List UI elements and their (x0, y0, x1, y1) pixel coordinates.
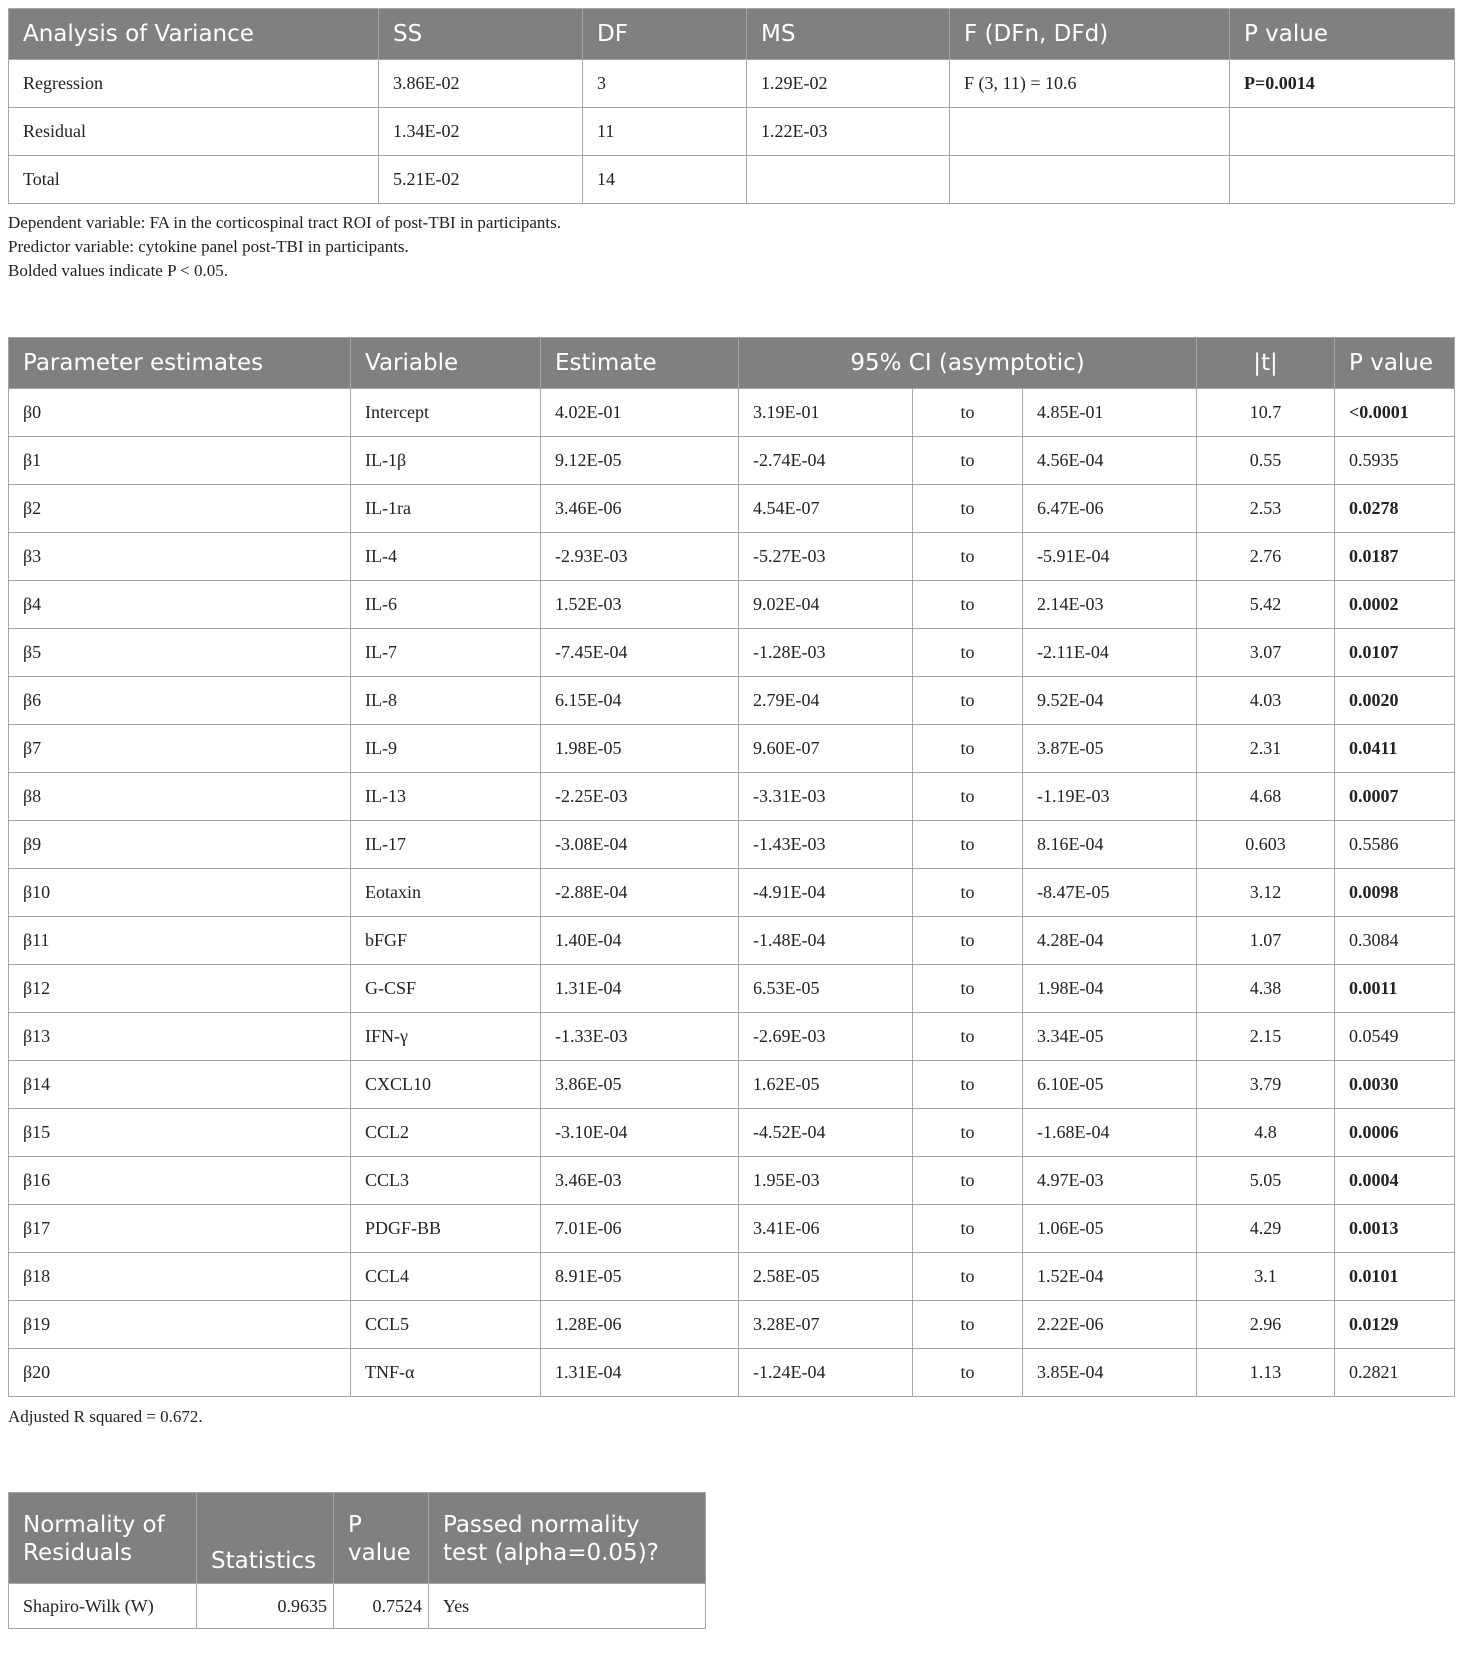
param-ci-high-cell: -1.19E-03 (1023, 773, 1197, 821)
anova-header-ss: SS (379, 9, 583, 60)
param-ci-low-cell: 3.19E-01 (739, 389, 913, 437)
param-t-cell: 3.79 (1197, 1061, 1335, 1109)
param-t-cell: 4.03 (1197, 677, 1335, 725)
anova-f-cell (950, 108, 1230, 156)
param-p-cell: <0.0001 (1335, 389, 1455, 437)
param-variable-cell: CCL4 (351, 1253, 541, 1301)
param-ci-to-cell: to (913, 917, 1023, 965)
param-symbol-cell: β5 (9, 629, 351, 677)
param-ci-to-cell: to (913, 629, 1023, 677)
param-p-cell: 0.0187 (1335, 533, 1455, 581)
param-ci-to-cell: to (913, 1109, 1023, 1157)
table-row (9, 389, 1455, 437)
param-ci-high-cell: 1.06E-05 (1023, 1205, 1197, 1253)
param-p-cell: 0.0007 (1335, 773, 1455, 821)
param-ci-to-cell: to (913, 773, 1023, 821)
param-variable-cell: IL-9 (351, 725, 541, 773)
param-symbol-cell: β19 (9, 1301, 351, 1349)
params-header-estimate: Estimate (541, 338, 739, 389)
params-body (9, 389, 1455, 1397)
param-variable-cell: IL-8 (351, 677, 541, 725)
param-variable-cell: IL-4 (351, 533, 541, 581)
param-symbol-cell: β18 (9, 1253, 351, 1301)
normality-header-row (9, 1493, 706, 1584)
param-variable-cell: Intercept (351, 389, 541, 437)
normality-statistic-cell: 0.9635 (197, 1584, 334, 1629)
param-ci-high-cell: 3.87E-05 (1023, 725, 1197, 773)
footnote-predictor: Predictor variable: cytokine panel post-TBI in participants. (8, 237, 409, 256)
param-t-cell: 2.53 (1197, 485, 1335, 533)
param-ci-low-cell: -2.69E-03 (739, 1013, 913, 1061)
param-symbol-cell: β0 (9, 389, 351, 437)
anova-header-row (9, 9, 1455, 60)
param-p-cell: 0.0006 (1335, 1109, 1455, 1157)
param-ci-to-cell: to (913, 1205, 1023, 1253)
param-symbol-cell: β14 (9, 1061, 351, 1109)
param-estimate-cell: 1.28E-06 (541, 1301, 739, 1349)
param-ci-low-cell: -5.27E-03 (739, 533, 913, 581)
param-t-cell: 0.603 (1197, 821, 1335, 869)
params-footnote: Adjusted R squared = 0.672. (8, 1407, 203, 1426)
param-ci-to-cell: to (913, 437, 1023, 485)
param-p-cell: 0.0129 (1335, 1301, 1455, 1349)
table-row (9, 533, 1455, 581)
param-ci-to-cell: to (913, 1301, 1023, 1349)
param-estimate-cell: -2.93E-03 (541, 533, 739, 581)
normality-table (8, 1492, 706, 1629)
param-estimate-cell: 1.31E-04 (541, 965, 739, 1013)
param-symbol-cell: β20 (9, 1349, 351, 1397)
parameter-estimates-table (8, 337, 1455, 1397)
param-p-cell: 0.0011 (1335, 965, 1455, 1013)
params-header-variable: Variable (351, 338, 541, 389)
params-header-t: |t| (1197, 338, 1335, 389)
param-ci-to-cell: to (913, 965, 1023, 1013)
anova-header-ms: MS (747, 9, 950, 60)
anova-header-df: DF (583, 9, 747, 60)
footnote-dependent: Dependent variable: FA in the corticospinal tract ROI of post-TBI in participants. (8, 213, 561, 232)
param-ci-high-cell: 4.56E-04 (1023, 437, 1197, 485)
param-estimate-cell: -2.88E-04 (541, 869, 739, 917)
param-estimate-cell: -7.45E-04 (541, 629, 739, 677)
table-row (9, 869, 1455, 917)
table-row (9, 1205, 1455, 1253)
param-estimate-cell: 1.31E-04 (541, 1349, 739, 1397)
param-variable-cell: Eotaxin (351, 869, 541, 917)
anova-source-cell: Total (9, 156, 379, 204)
param-ci-low-cell: -3.31E-03 (739, 773, 913, 821)
param-variable-cell: TNF-α (351, 1349, 541, 1397)
param-t-cell: 3.1 (1197, 1253, 1335, 1301)
table-row (9, 1301, 1455, 1349)
table-row (9, 725, 1455, 773)
param-p-cell: 0.0030 (1335, 1061, 1455, 1109)
table-row (9, 1584, 706, 1629)
param-estimate-cell: 7.01E-06 (541, 1205, 739, 1253)
param-variable-cell: IL-17 (351, 821, 541, 869)
param-p-cell: 0.0013 (1335, 1205, 1455, 1253)
param-ci-high-cell: 3.85E-04 (1023, 1349, 1197, 1397)
param-ci-high-cell: 4.97E-03 (1023, 1157, 1197, 1205)
param-estimate-cell: 3.46E-03 (541, 1157, 739, 1205)
param-ci-high-cell: 1.52E-04 (1023, 1253, 1197, 1301)
param-ci-to-cell: to (913, 1061, 1023, 1109)
param-ci-low-cell: 9.60E-07 (739, 725, 913, 773)
param-ci-to-cell: to (913, 677, 1023, 725)
param-symbol-cell: β15 (9, 1109, 351, 1157)
param-p-cell: 0.3084 (1335, 917, 1455, 965)
param-estimate-cell: -2.25E-03 (541, 773, 739, 821)
param-estimate-cell: 1.40E-04 (541, 917, 739, 965)
param-symbol-cell: β8 (9, 773, 351, 821)
param-ci-high-cell: 9.52E-04 (1023, 677, 1197, 725)
param-ci-low-cell: -2.74E-04 (739, 437, 913, 485)
table-row (9, 437, 1455, 485)
param-symbol-cell: β10 (9, 869, 351, 917)
param-t-cell: 2.15 (1197, 1013, 1335, 1061)
param-ci-low-cell: -4.91E-04 (739, 869, 913, 917)
param-variable-cell: CCL2 (351, 1109, 541, 1157)
table-row (9, 773, 1455, 821)
normality-test-cell: Shapiro-Wilk (W) (9, 1584, 197, 1629)
param-t-cell: 2.76 (1197, 533, 1335, 581)
param-ci-low-cell: -1.24E-04 (739, 1349, 913, 1397)
anova-source-cell: Regression (9, 60, 379, 108)
param-variable-cell: IL-1β (351, 437, 541, 485)
anova-f-cell: F (3, 11) = 10.6 (950, 60, 1230, 108)
anova-f-cell (950, 156, 1230, 204)
param-estimate-cell: -3.10E-04 (541, 1109, 739, 1157)
param-ci-to-cell: to (913, 1013, 1023, 1061)
param-ci-high-cell: 4.28E-04 (1023, 917, 1197, 965)
table-row (9, 1157, 1455, 1205)
params-header-row (9, 338, 1455, 389)
normality-passed-cell: Yes (429, 1584, 706, 1629)
table-row (9, 485, 1455, 533)
param-estimate-cell: 1.52E-03 (541, 581, 739, 629)
param-symbol-cell: β1 (9, 437, 351, 485)
param-t-cell: 1.13 (1197, 1349, 1335, 1397)
param-p-cell: 0.5586 (1335, 821, 1455, 869)
param-ci-low-cell: 1.95E-03 (739, 1157, 913, 1205)
normality-p-cell: 0.7524 (334, 1584, 429, 1629)
param-ci-high-cell: 8.16E-04 (1023, 821, 1197, 869)
param-ci-high-cell: 2.14E-03 (1023, 581, 1197, 629)
param-ci-low-cell: 9.02E-04 (739, 581, 913, 629)
param-variable-cell: IL-1ra (351, 485, 541, 533)
param-t-cell: 10.7 (1197, 389, 1335, 437)
anova-footnotes (8, 211, 1454, 283)
param-p-cell: 0.0107 (1335, 629, 1455, 677)
param-ci-low-cell: -4.52E-04 (739, 1109, 913, 1157)
anova-ms-cell: 1.22E-03 (747, 108, 950, 156)
param-ci-low-cell: 3.41E-06 (739, 1205, 913, 1253)
param-ci-high-cell: -8.47E-05 (1023, 869, 1197, 917)
param-p-cell: 0.0278 (1335, 485, 1455, 533)
param-variable-cell: IL-6 (351, 581, 541, 629)
table-row (9, 677, 1455, 725)
anova-header-f: F (DFn, DFd) (950, 9, 1230, 60)
param-t-cell: 5.42 (1197, 581, 1335, 629)
param-p-cell: 0.0549 (1335, 1013, 1455, 1061)
table-row (9, 1253, 1455, 1301)
params-header-parameter: Parameter estimates (9, 338, 351, 389)
param-ci-to-cell: to (913, 821, 1023, 869)
anova-ss-cell: 3.86E-02 (379, 60, 583, 108)
anova-df-cell: 14 (583, 156, 747, 204)
param-ci-high-cell: 6.47E-06 (1023, 485, 1197, 533)
table-row (9, 917, 1455, 965)
param-t-cell: 1.07 (1197, 917, 1335, 965)
table-row (9, 581, 1455, 629)
param-ci-low-cell: 6.53E-05 (739, 965, 913, 1013)
anova-table (8, 8, 1455, 204)
param-t-cell: 4.8 (1197, 1109, 1335, 1157)
param-ci-low-cell: -1.43E-03 (739, 821, 913, 869)
param-ci-high-cell: 2.22E-06 (1023, 1301, 1197, 1349)
param-p-cell: 0.0101 (1335, 1253, 1455, 1301)
param-ci-to-cell: to (913, 389, 1023, 437)
document-page (8, 8, 1454, 1629)
anova-header-p: P value (1230, 9, 1455, 60)
param-ci-to-cell: to (913, 1157, 1023, 1205)
param-ci-to-cell: to (913, 581, 1023, 629)
anova-ms-cell: 1.29E-02 (747, 60, 950, 108)
param-symbol-cell: β3 (9, 533, 351, 581)
param-t-cell: 4.29 (1197, 1205, 1335, 1253)
param-estimate-cell: 8.91E-05 (541, 1253, 739, 1301)
param-ci-high-cell: -2.11E-04 (1023, 629, 1197, 677)
param-ci-to-cell: to (913, 1349, 1023, 1397)
param-symbol-cell: β4 (9, 581, 351, 629)
param-p-cell: 0.0002 (1335, 581, 1455, 629)
normality-header-test: Normality of Residuals (9, 1493, 197, 1584)
anova-p-cell: P=0.0014 (1230, 60, 1455, 108)
param-t-cell: 4.68 (1197, 773, 1335, 821)
param-variable-cell: G-CSF (351, 965, 541, 1013)
param-ci-low-cell: 1.62E-05 (739, 1061, 913, 1109)
param-variable-cell: PDGF-BB (351, 1205, 541, 1253)
param-estimate-cell: 1.98E-05 (541, 725, 739, 773)
param-estimate-cell: -3.08E-04 (541, 821, 739, 869)
anova-p-cell (1230, 108, 1455, 156)
table-row (9, 108, 1455, 156)
param-symbol-cell: β2 (9, 485, 351, 533)
table-row (9, 156, 1455, 204)
param-ci-high-cell: 6.10E-05 (1023, 1061, 1197, 1109)
param-ci-to-cell: to (913, 485, 1023, 533)
param-symbol-cell: β13 (9, 1013, 351, 1061)
param-symbol-cell: β17 (9, 1205, 351, 1253)
table-row (9, 1109, 1455, 1157)
param-p-cell: 0.0098 (1335, 869, 1455, 917)
normality-header-statistics: Statistics (197, 1493, 334, 1584)
param-p-cell: 0.2821 (1335, 1349, 1455, 1397)
normality-header-passed: Passed normality test (alpha=0.05)? (429, 1493, 706, 1584)
param-ci-high-cell: 4.85E-01 (1023, 389, 1197, 437)
param-ci-to-cell: to (913, 725, 1023, 773)
param-ci-low-cell: 4.54E-07 (739, 485, 913, 533)
param-p-cell: 0.0020 (1335, 677, 1455, 725)
table-row (9, 965, 1455, 1013)
param-t-cell: 2.96 (1197, 1301, 1335, 1349)
table-row (9, 1349, 1455, 1397)
param-estimate-cell: -1.33E-03 (541, 1013, 739, 1061)
param-symbol-cell: β7 (9, 725, 351, 773)
param-variable-cell: bFGF (351, 917, 541, 965)
table-row (9, 821, 1455, 869)
anova-ss-cell: 1.34E-02 (379, 108, 583, 156)
param-variable-cell: IL-7 (351, 629, 541, 677)
table-row (9, 1013, 1455, 1061)
param-ci-low-cell: -1.28E-03 (739, 629, 913, 677)
param-p-cell: 0.5935 (1335, 437, 1455, 485)
anova-ms-cell (747, 156, 950, 204)
param-ci-low-cell: -1.48E-04 (739, 917, 913, 965)
param-ci-low-cell: 3.28E-07 (739, 1301, 913, 1349)
param-variable-cell: CXCL10 (351, 1061, 541, 1109)
param-symbol-cell: β11 (9, 917, 351, 965)
param-symbol-cell: β6 (9, 677, 351, 725)
anova-source-cell: Residual (9, 108, 379, 156)
param-variable-cell: CCL3 (351, 1157, 541, 1205)
param-estimate-cell: 4.02E-01 (541, 389, 739, 437)
param-variable-cell: IFN-γ (351, 1013, 541, 1061)
param-ci-low-cell: 2.58E-05 (739, 1253, 913, 1301)
param-ci-high-cell: -5.91E-04 (1023, 533, 1197, 581)
anova-df-cell: 3 (583, 60, 747, 108)
table-row (9, 1061, 1455, 1109)
param-ci-to-cell: to (913, 1253, 1023, 1301)
anova-p-cell (1230, 156, 1455, 204)
param-symbol-cell: β9 (9, 821, 351, 869)
param-t-cell: 0.55 (1197, 437, 1335, 485)
param-symbol-cell: β12 (9, 965, 351, 1013)
param-t-cell: 3.12 (1197, 869, 1335, 917)
param-ci-high-cell: 3.34E-05 (1023, 1013, 1197, 1061)
anova-header-source: Analysis of Variance (9, 9, 379, 60)
anova-ss-cell: 5.21E-02 (379, 156, 583, 204)
param-ci-to-cell: to (913, 533, 1023, 581)
param-t-cell: 3.07 (1197, 629, 1335, 677)
param-variable-cell: IL-13 (351, 773, 541, 821)
param-ci-high-cell: -1.68E-04 (1023, 1109, 1197, 1157)
param-symbol-cell: β16 (9, 1157, 351, 1205)
param-estimate-cell: 3.86E-05 (541, 1061, 739, 1109)
param-estimate-cell: 9.12E-05 (541, 437, 739, 485)
param-t-cell: 2.31 (1197, 725, 1335, 773)
param-p-cell: 0.0411 (1335, 725, 1455, 773)
param-p-cell: 0.0004 (1335, 1157, 1455, 1205)
param-ci-to-cell: to (913, 869, 1023, 917)
param-t-cell: 5.05 (1197, 1157, 1335, 1205)
param-estimate-cell: 3.46E-06 (541, 485, 739, 533)
footnote-bold: Bolded values indicate P < 0.05. (8, 261, 229, 280)
param-variable-cell: CCL5 (351, 1301, 541, 1349)
params-header-ci: 95% CI (asymptotic) (739, 338, 1197, 389)
param-ci-low-cell: 2.79E-04 (739, 677, 913, 725)
param-estimate-cell: 6.15E-04 (541, 677, 739, 725)
table-row (9, 629, 1455, 677)
table-row (9, 60, 1455, 108)
normality-header-p: P value (334, 1493, 429, 1584)
params-header-p: P value (1335, 338, 1455, 389)
param-t-cell: 4.38 (1197, 965, 1335, 1013)
anova-df-cell: 11 (583, 108, 747, 156)
param-ci-high-cell: 1.98E-04 (1023, 965, 1197, 1013)
